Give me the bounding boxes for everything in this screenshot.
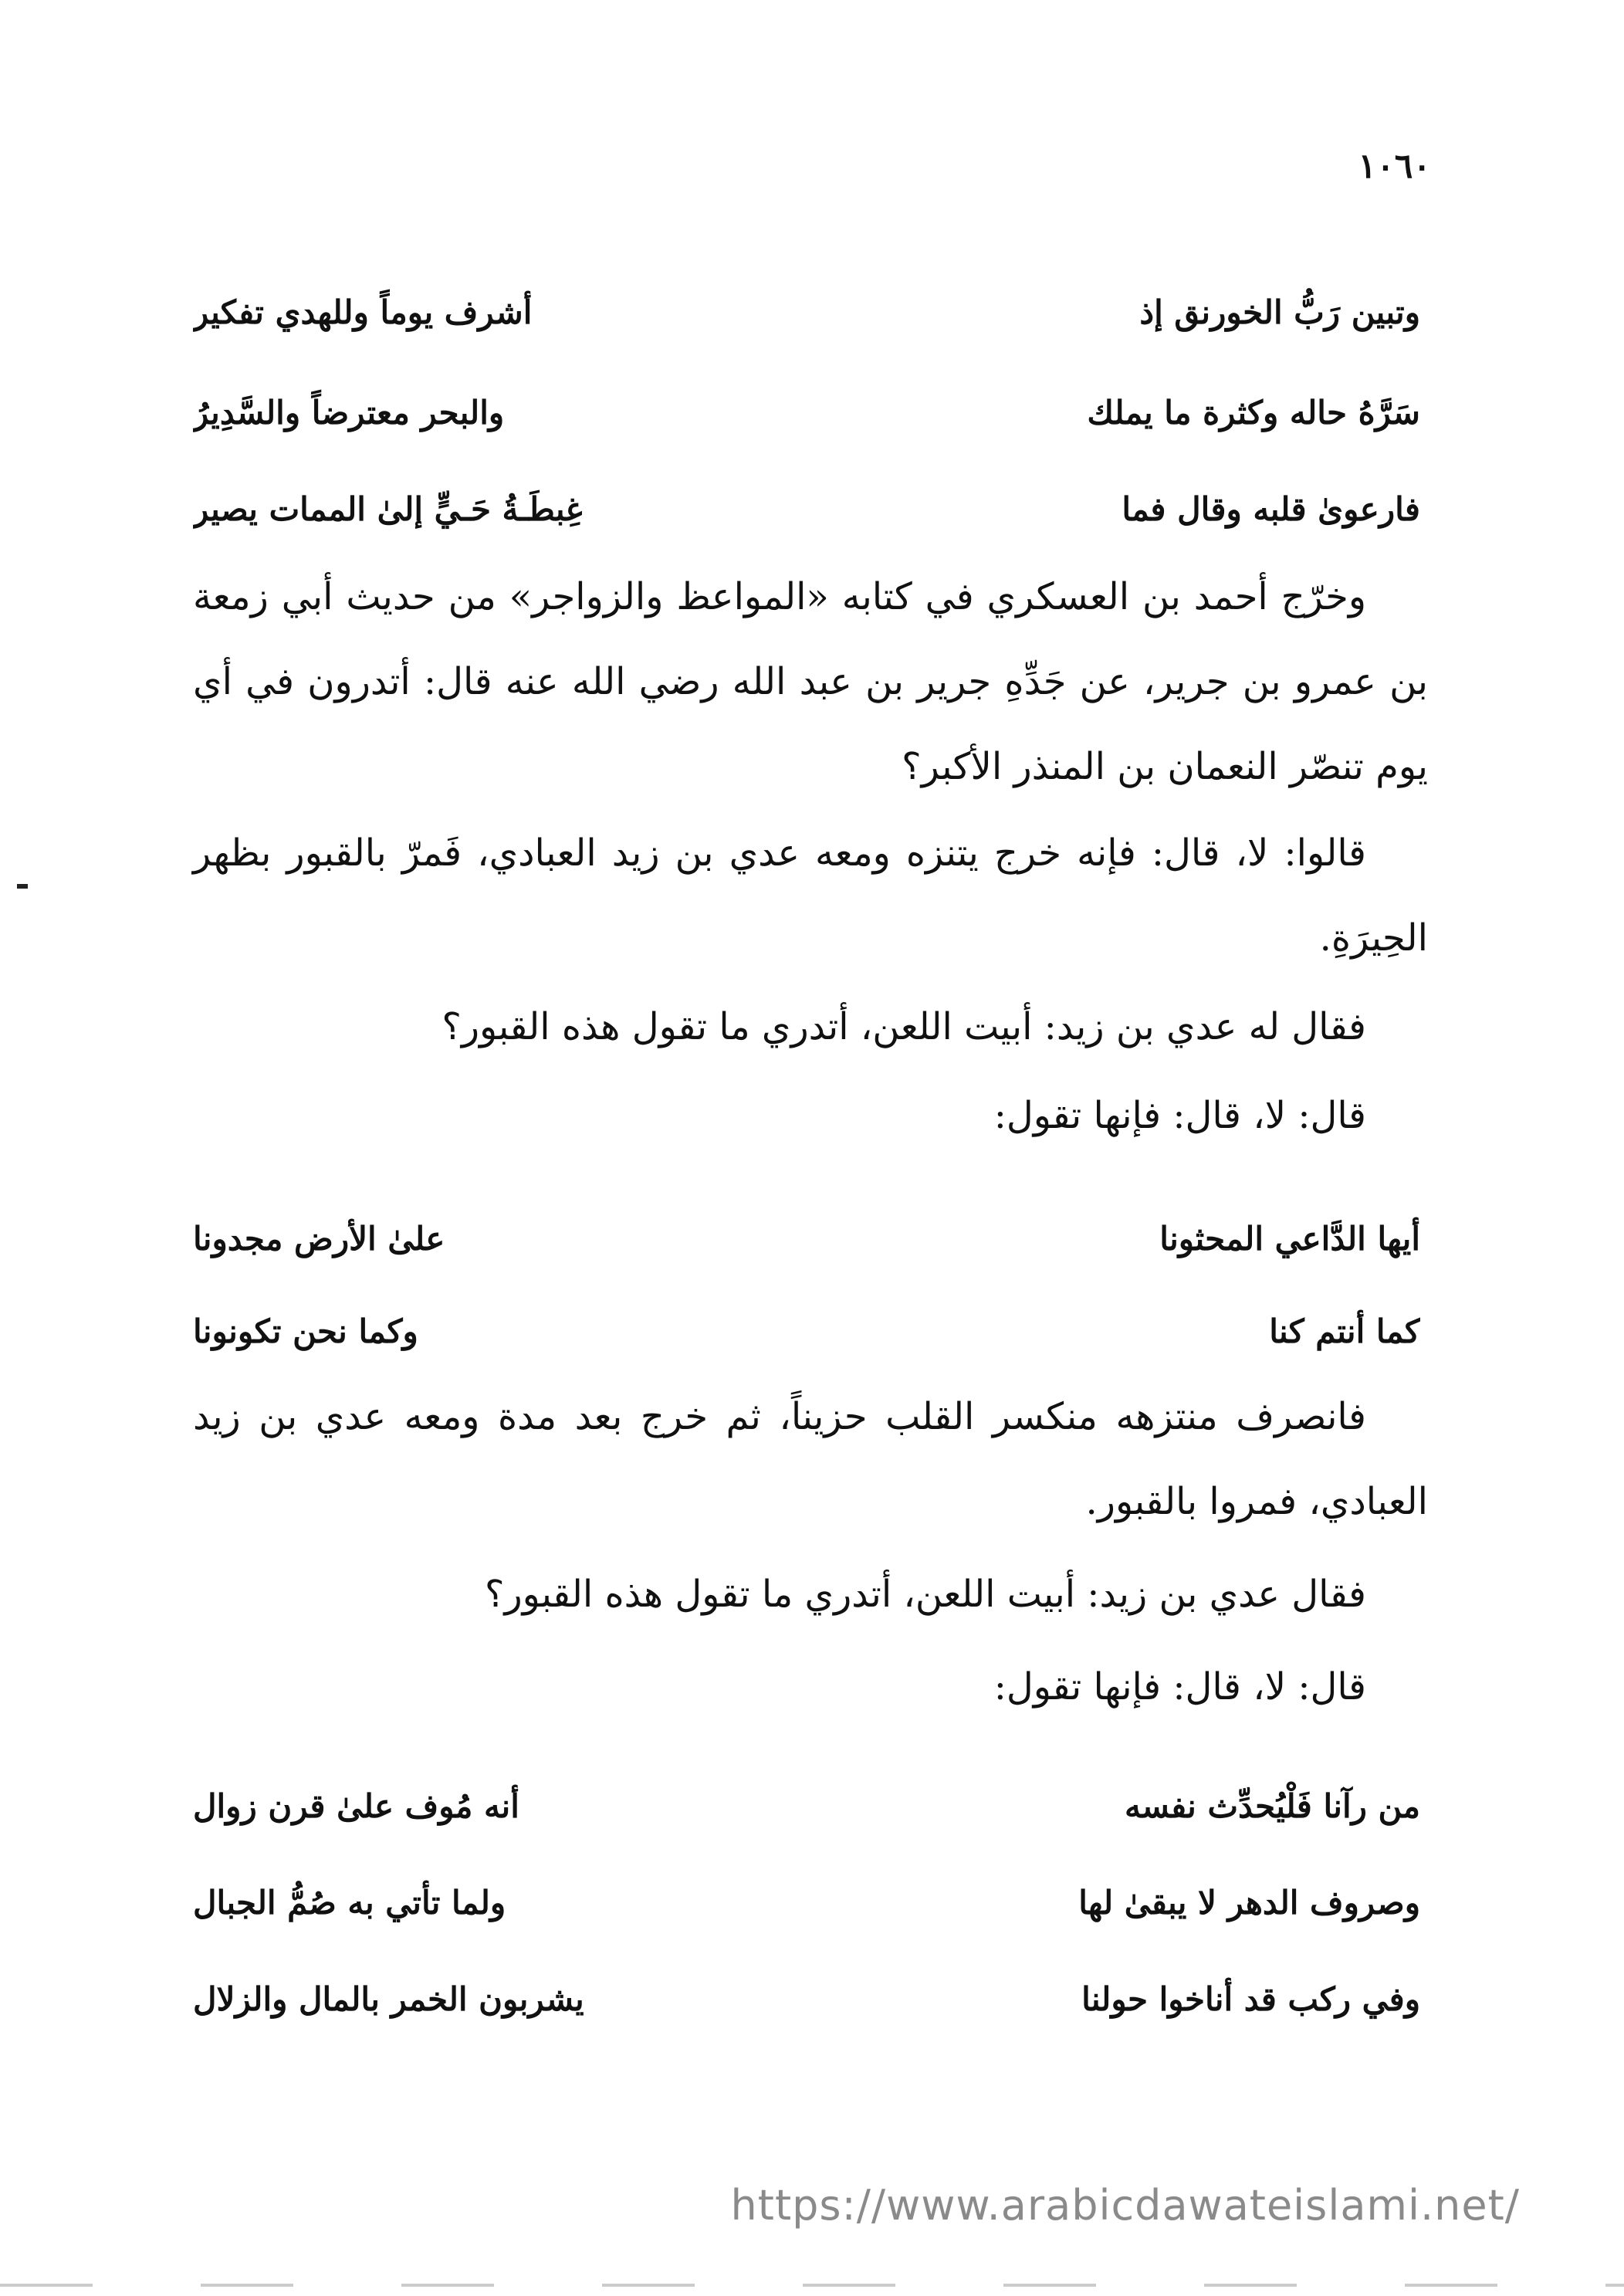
verse-second-hemistich: يشربون الخمر بالمال والزلال xyxy=(193,1980,584,2018)
verse-line xyxy=(193,1876,1420,1930)
page-number: ١٠٦٠ xyxy=(1358,147,1431,186)
watermark-url: https://www.arabicdawateislami.net/ xyxy=(730,2181,1520,2230)
verse-line xyxy=(193,286,1420,340)
verse-first-hemistich: وصروف الدهر لا يبقىٰ لها xyxy=(1078,1884,1420,1922)
verse-line xyxy=(193,1780,1420,1834)
verse-first-hemistich: كما أنتم كنا xyxy=(1269,1312,1420,1350)
paragraph: فقال له عدي بن زيد: أبيت اللعن، أتدري ما تقول هذه القبور؟ xyxy=(442,1005,1366,1048)
paragraph: وخرّج أحمد بن العسكري في كتابه «المواعظ والزواجر» من حديث أبي زمعة بن عمرو بن جرير، عن جَدِّهِ جرير بن عبد الله رضي الله عنه قال: أتدرون في أي يوم تنصّر النعمان بن المنذر الأكبر؟ xyxy=(193,575,1428,788)
verse-first-hemistich: وتبين رَبُّ الخورنق إذ xyxy=(1139,293,1420,331)
verse-line xyxy=(193,386,1420,440)
verse-second-hemistich: ولما تأتي به صُمُّ الجبال xyxy=(193,1884,506,1922)
verse-first-hemistich: وفي ركب قد أناخوا حولنا xyxy=(1081,1980,1420,2018)
verse-first-hemistich: فارعوىٰ قلبه وقال فما xyxy=(1122,490,1420,528)
paragraph: قال: لا، قال: فإنها تقول: xyxy=(993,1094,1366,1137)
verse-second-hemistich: والبحر معترضاً والسَّدِيرُ xyxy=(193,394,505,432)
verse-second-hemistich: غِبطَـةُ حَـيٍّ إلىٰ الممات يصير xyxy=(193,490,583,528)
verse-first-hemistich: أيها الدَّاعي المحثونا xyxy=(1159,1220,1420,1258)
paragraph: فقال عدي بن زيد: أبيت اللعن، أتدري ما تقول هذه القبور؟ xyxy=(485,1573,1366,1616)
verse-second-hemistich: وكما نحن تكونونا xyxy=(193,1312,418,1350)
scan-artifact xyxy=(17,884,28,889)
paragraph: قالوا: لا، قال: فإنه خرج يتنزه ومعه عدي بن زيد العبادي، فَمرّ بالقبور بظهر الحِيرَةِ. xyxy=(193,831,1428,960)
verse-line xyxy=(193,483,1420,537)
verse-line xyxy=(193,1305,1420,1359)
verse-first-hemistich: سَرَّهُ حاله وكثرة ما يملك xyxy=(1087,394,1420,432)
verse-second-hemistich: أنه مُوف علىٰ قرن زوال xyxy=(193,1787,519,1825)
verse-second-hemistich: أشرف يوماً وللهدي تفكير xyxy=(193,293,533,331)
verse-line xyxy=(193,1212,1420,1266)
verse-line xyxy=(193,1973,1420,2027)
verse-first-hemistich: من رآنا فَلْيُحدِّث نفسه xyxy=(1124,1787,1420,1825)
paragraph: فانصرف منتزهه منكسر القلب حزيناً، ثم خرج بعد مدة ومعه عدي بن زيد العبادي، فمروا بالقبور. xyxy=(193,1395,1428,1523)
paragraph: قال: لا، قال: فإنها تقول: xyxy=(993,1665,1366,1708)
verse-second-hemistich: علىٰ الأرض مجدونا xyxy=(193,1220,445,1258)
bottom-scan-edge xyxy=(0,2284,1624,2287)
